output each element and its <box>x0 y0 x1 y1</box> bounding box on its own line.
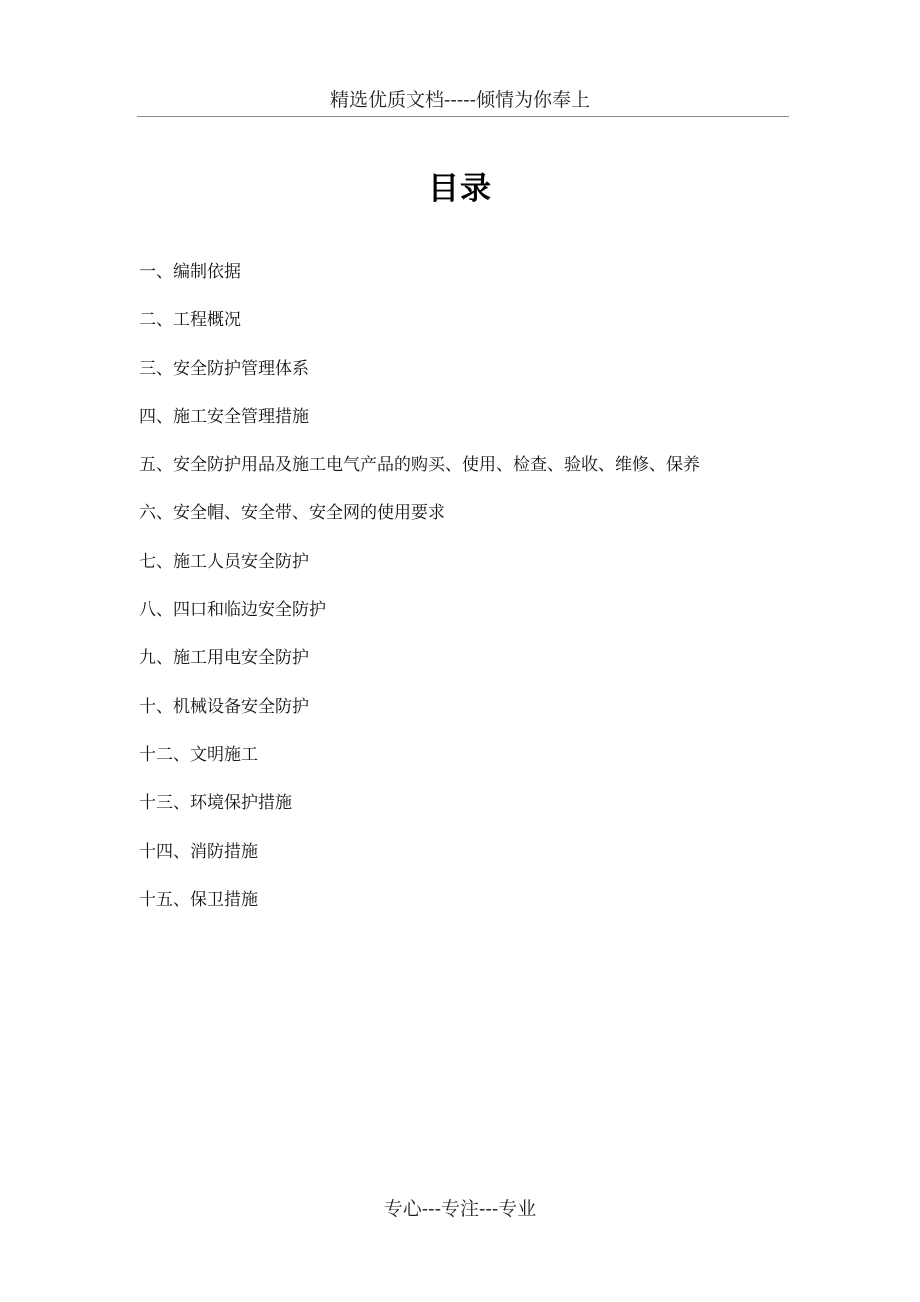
toc-item[interactable]: 四、施工安全管理措施 <box>139 406 309 427</box>
header-divider <box>137 116 789 117</box>
toc-item[interactable]: 七、施工人员安全防护 <box>139 551 309 572</box>
table-of-contents <box>139 258 799 934</box>
toc-item[interactable]: 八、四口和临边安全防护 <box>139 600 326 621</box>
toc-item[interactable]: 二、工程概况 <box>139 310 241 331</box>
page-title: 目录 <box>428 171 492 207</box>
toc-item[interactable]: 十二、文明施工 <box>139 744 258 765</box>
toc-item[interactable]: 九、施工用电安全防护 <box>139 648 309 669</box>
toc-item[interactable]: 十三、环境保护措施 <box>139 793 292 814</box>
page-footer: 专心---专注---专业 <box>383 1198 537 1220</box>
page-header: 精选优质文档-----倾情为你奉上 <box>329 89 591 111</box>
toc-item[interactable]: 十五、保卫措施 <box>139 889 258 910</box>
toc-item[interactable]: 十、机械设备安全防护 <box>139 696 309 717</box>
toc-item[interactable]: 十四、消防措施 <box>139 841 258 862</box>
toc-item[interactable]: 五、安全防护用品及施工电气产品的购买、使用、检查、验收、维修、保养 <box>139 455 700 476</box>
toc-item[interactable]: 六、安全帽、安全带、安全网的使用要求 <box>139 503 445 524</box>
toc-item[interactable]: 一、编制依据 <box>139 262 241 282</box>
toc-item[interactable]: 三、安全防护管理体系 <box>139 358 309 379</box>
